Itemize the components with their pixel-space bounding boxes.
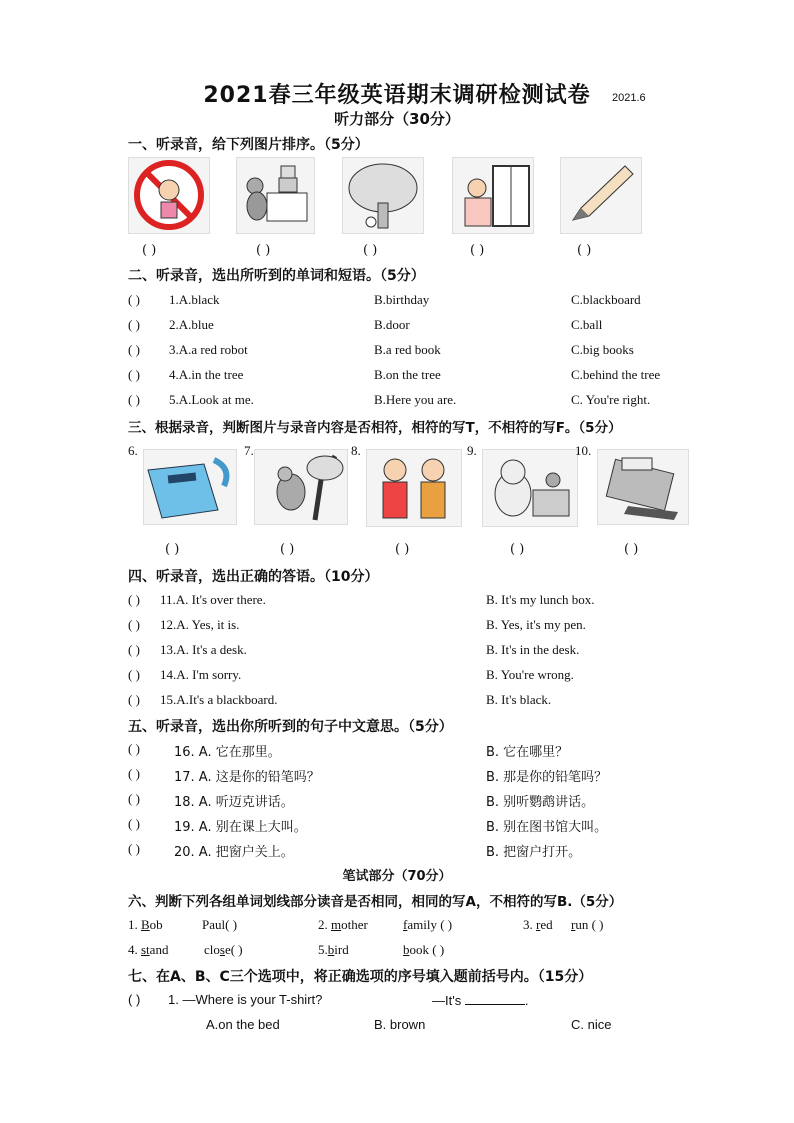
section-7-heading: 七、在A、B、C三个选项中，将正确选项的序号填入题前括号内。（15分） — [128, 969, 593, 985]
two-kids-icon — [366, 449, 462, 527]
tree-icon — [342, 157, 424, 234]
pen-icon — [560, 157, 642, 234]
exam-date: 2021.6 — [612, 92, 646, 104]
option-b: B. Yes, it's my pen. — [486, 617, 586, 632]
answer-paren[interactable]: ( ) — [128, 741, 140, 756]
option-b: B. brown — [374, 1017, 426, 1032]
picture-number: 8. — [351, 443, 361, 458]
answer-paren[interactable]: ( ) — [128, 367, 140, 382]
s6-item-3: 3. red — [523, 917, 553, 932]
option-b: B. 它在哪里？ — [486, 745, 569, 760]
option-a: 20. A. 把窗户关上。 — [174, 845, 294, 860]
option-b: B.a red book — [374, 342, 441, 357]
picture-number: 7. — [244, 443, 254, 458]
printer-icon — [597, 449, 689, 525]
option-c: C.ball — [571, 317, 603, 332]
section-2-heading: 二、听录音，选出所听到的单词和短语。（5分） — [128, 268, 425, 284]
answer-paren[interactable]: ( ) — [128, 292, 140, 307]
answer-paren[interactable]: ( ) — [128, 667, 140, 682]
s1-answer-paren[interactable]: ( ) — [142, 243, 157, 258]
exam-title: 2021春三年级英语期末调研检测试卷 — [203, 83, 591, 108]
s6-item-1: 1. Bob — [128, 917, 163, 932]
option-a: 18. A. 听迈克讲话。 — [174, 795, 294, 810]
answer-paren[interactable]: ( ) — [128, 342, 140, 357]
answer-paren[interactable]: ( ) — [128, 592, 140, 607]
s6-item-2-word2[interactable]: family ( ) — [403, 917, 453, 932]
s6-item-1-word2[interactable]: Paul( ) — [202, 917, 238, 932]
listening-part-title: 听力部分（30分） — [334, 110, 460, 128]
option-b: B.on the tree — [374, 367, 441, 382]
mouse-in-tree-icon — [254, 449, 348, 525]
option-b: B.Here you are. — [374, 392, 457, 407]
option-a: 12.A. Yes, it is. — [160, 617, 240, 632]
section-3-heading: 三、根据录音，判断图片与录音内容是否相符，相符的写T，不相符的写F。（5分） — [128, 420, 622, 436]
option-a: 19. A. 别在课上大叫。 — [174, 820, 307, 835]
option-a: 4.A.in the tree — [169, 367, 244, 382]
s3-answer-paren[interactable]: ( ) — [165, 542, 180, 557]
option-a: 14.A. I'm sorry. — [160, 667, 242, 682]
answer-paren[interactable]: ( ) — [128, 766, 140, 781]
option-b: B. 别在图书馆大叫。 — [486, 820, 608, 835]
answer-paren[interactable]: ( ) — [128, 816, 140, 831]
picture-number: 10. — [575, 443, 592, 458]
picture-number: 6. — [128, 443, 138, 458]
cat-and-mouse-icon — [482, 449, 578, 527]
s1-answer-paren[interactable]: ( ) — [363, 243, 378, 258]
s3-answer-paren[interactable]: ( ) — [395, 542, 410, 557]
option-a: 17. A. 这是你的铅笔吗？ — [174, 770, 320, 785]
s6-item-2: 2. mother — [318, 917, 368, 932]
option-b: B. 别听鹦鹉讲话。 — [486, 795, 595, 810]
s6-item-5: 5.bird — [318, 942, 349, 957]
option-b: B.birthday — [374, 292, 430, 307]
option-c: C.behind the tree — [571, 367, 661, 382]
boy-at-window-icon — [452, 157, 534, 234]
answer-paren[interactable]: ( ) — [128, 317, 140, 332]
s6-item-4: 4. stand — [128, 942, 169, 957]
s3-answer-paren[interactable]: ( ) — [624, 542, 639, 557]
option-b: B. It's in the desk. — [486, 642, 580, 657]
question-text: 1. —Where is your T-shirt? — [168, 992, 323, 1007]
section-4-heading: 四、听录音，选出正确的答语。（10分） — [128, 569, 379, 585]
option-a: 16. A. 它在那里。 — [174, 745, 281, 760]
s1-answer-paren[interactable]: ( ) — [256, 243, 271, 258]
mouse-robot-icon — [236, 157, 315, 234]
answer-paren[interactable]: ( ) — [128, 992, 141, 1007]
answer-paren[interactable]: ( ) — [128, 791, 140, 806]
answer-blank[interactable] — [465, 992, 525, 1005]
no-talking-sign-icon — [128, 157, 210, 234]
answer-paren[interactable]: ( ) — [128, 392, 140, 407]
option-a: 11.A. It's over there. — [160, 592, 266, 607]
option-b: B.door — [374, 317, 410, 332]
option-a: A.on the bed — [206, 1017, 280, 1032]
option-b: B. 把窗户打开。 — [486, 845, 582, 860]
s1-answer-paren[interactable]: ( ) — [577, 243, 592, 258]
option-a: 1.A.black — [169, 292, 220, 307]
answer-paren[interactable]: ( ) — [128, 841, 140, 856]
section-6-heading: 六、判断下列各组单词划线部分读音是否相同，相同的写A，不相符的写B.（5分） — [128, 894, 623, 910]
option-c: C. nice — [571, 1017, 612, 1032]
option-b: B. You're wrong. — [486, 667, 574, 682]
s3-answer-paren[interactable]: ( ) — [280, 542, 295, 557]
s3-answer-paren[interactable]: ( ) — [510, 542, 525, 557]
section-5-heading: 五、听录音，选出你所听到的句子中文意思。（5分） — [128, 719, 453, 735]
option-c: C.blackboard — [571, 292, 641, 307]
option-a: 2.A.blue — [169, 317, 214, 332]
picture-number: 9. — [467, 443, 477, 458]
option-c: C. You're right. — [571, 392, 651, 407]
option-a: 13.A. It's a desk. — [160, 642, 247, 657]
option-b: B. 那是你的铅笔吗？ — [486, 770, 608, 785]
option-a: 15.A.It's a blackboard. — [160, 692, 278, 707]
s6-item-5-word2[interactable]: book ( ) — [403, 942, 445, 957]
answer-paren[interactable]: ( ) — [128, 692, 140, 707]
option-a: 5.A.Look at me. — [169, 392, 254, 407]
option-b: B. It's my lunch box. — [486, 592, 595, 607]
option-c: C.big books — [571, 342, 634, 357]
section-1-heading: 一、听录音，给下列图片排序。（5分） — [128, 137, 369, 153]
option-a: 3.A.a red robot — [169, 342, 248, 357]
book-icon — [143, 449, 237, 525]
answer-stem: —It's . — [432, 993, 529, 1008]
s6-item-4-word2[interactable]: close( ) — [204, 942, 243, 957]
s6-item-3-word2[interactable]: run ( ) — [571, 917, 604, 932]
option-b: B. It's black. — [486, 692, 552, 707]
written-part-title: 笔试部分（70分） — [342, 869, 452, 884]
s1-answer-paren[interactable]: ( ) — [470, 243, 485, 258]
answer-paren[interactable]: ( ) — [128, 617, 140, 632]
answer-paren[interactable]: ( ) — [128, 642, 140, 657]
